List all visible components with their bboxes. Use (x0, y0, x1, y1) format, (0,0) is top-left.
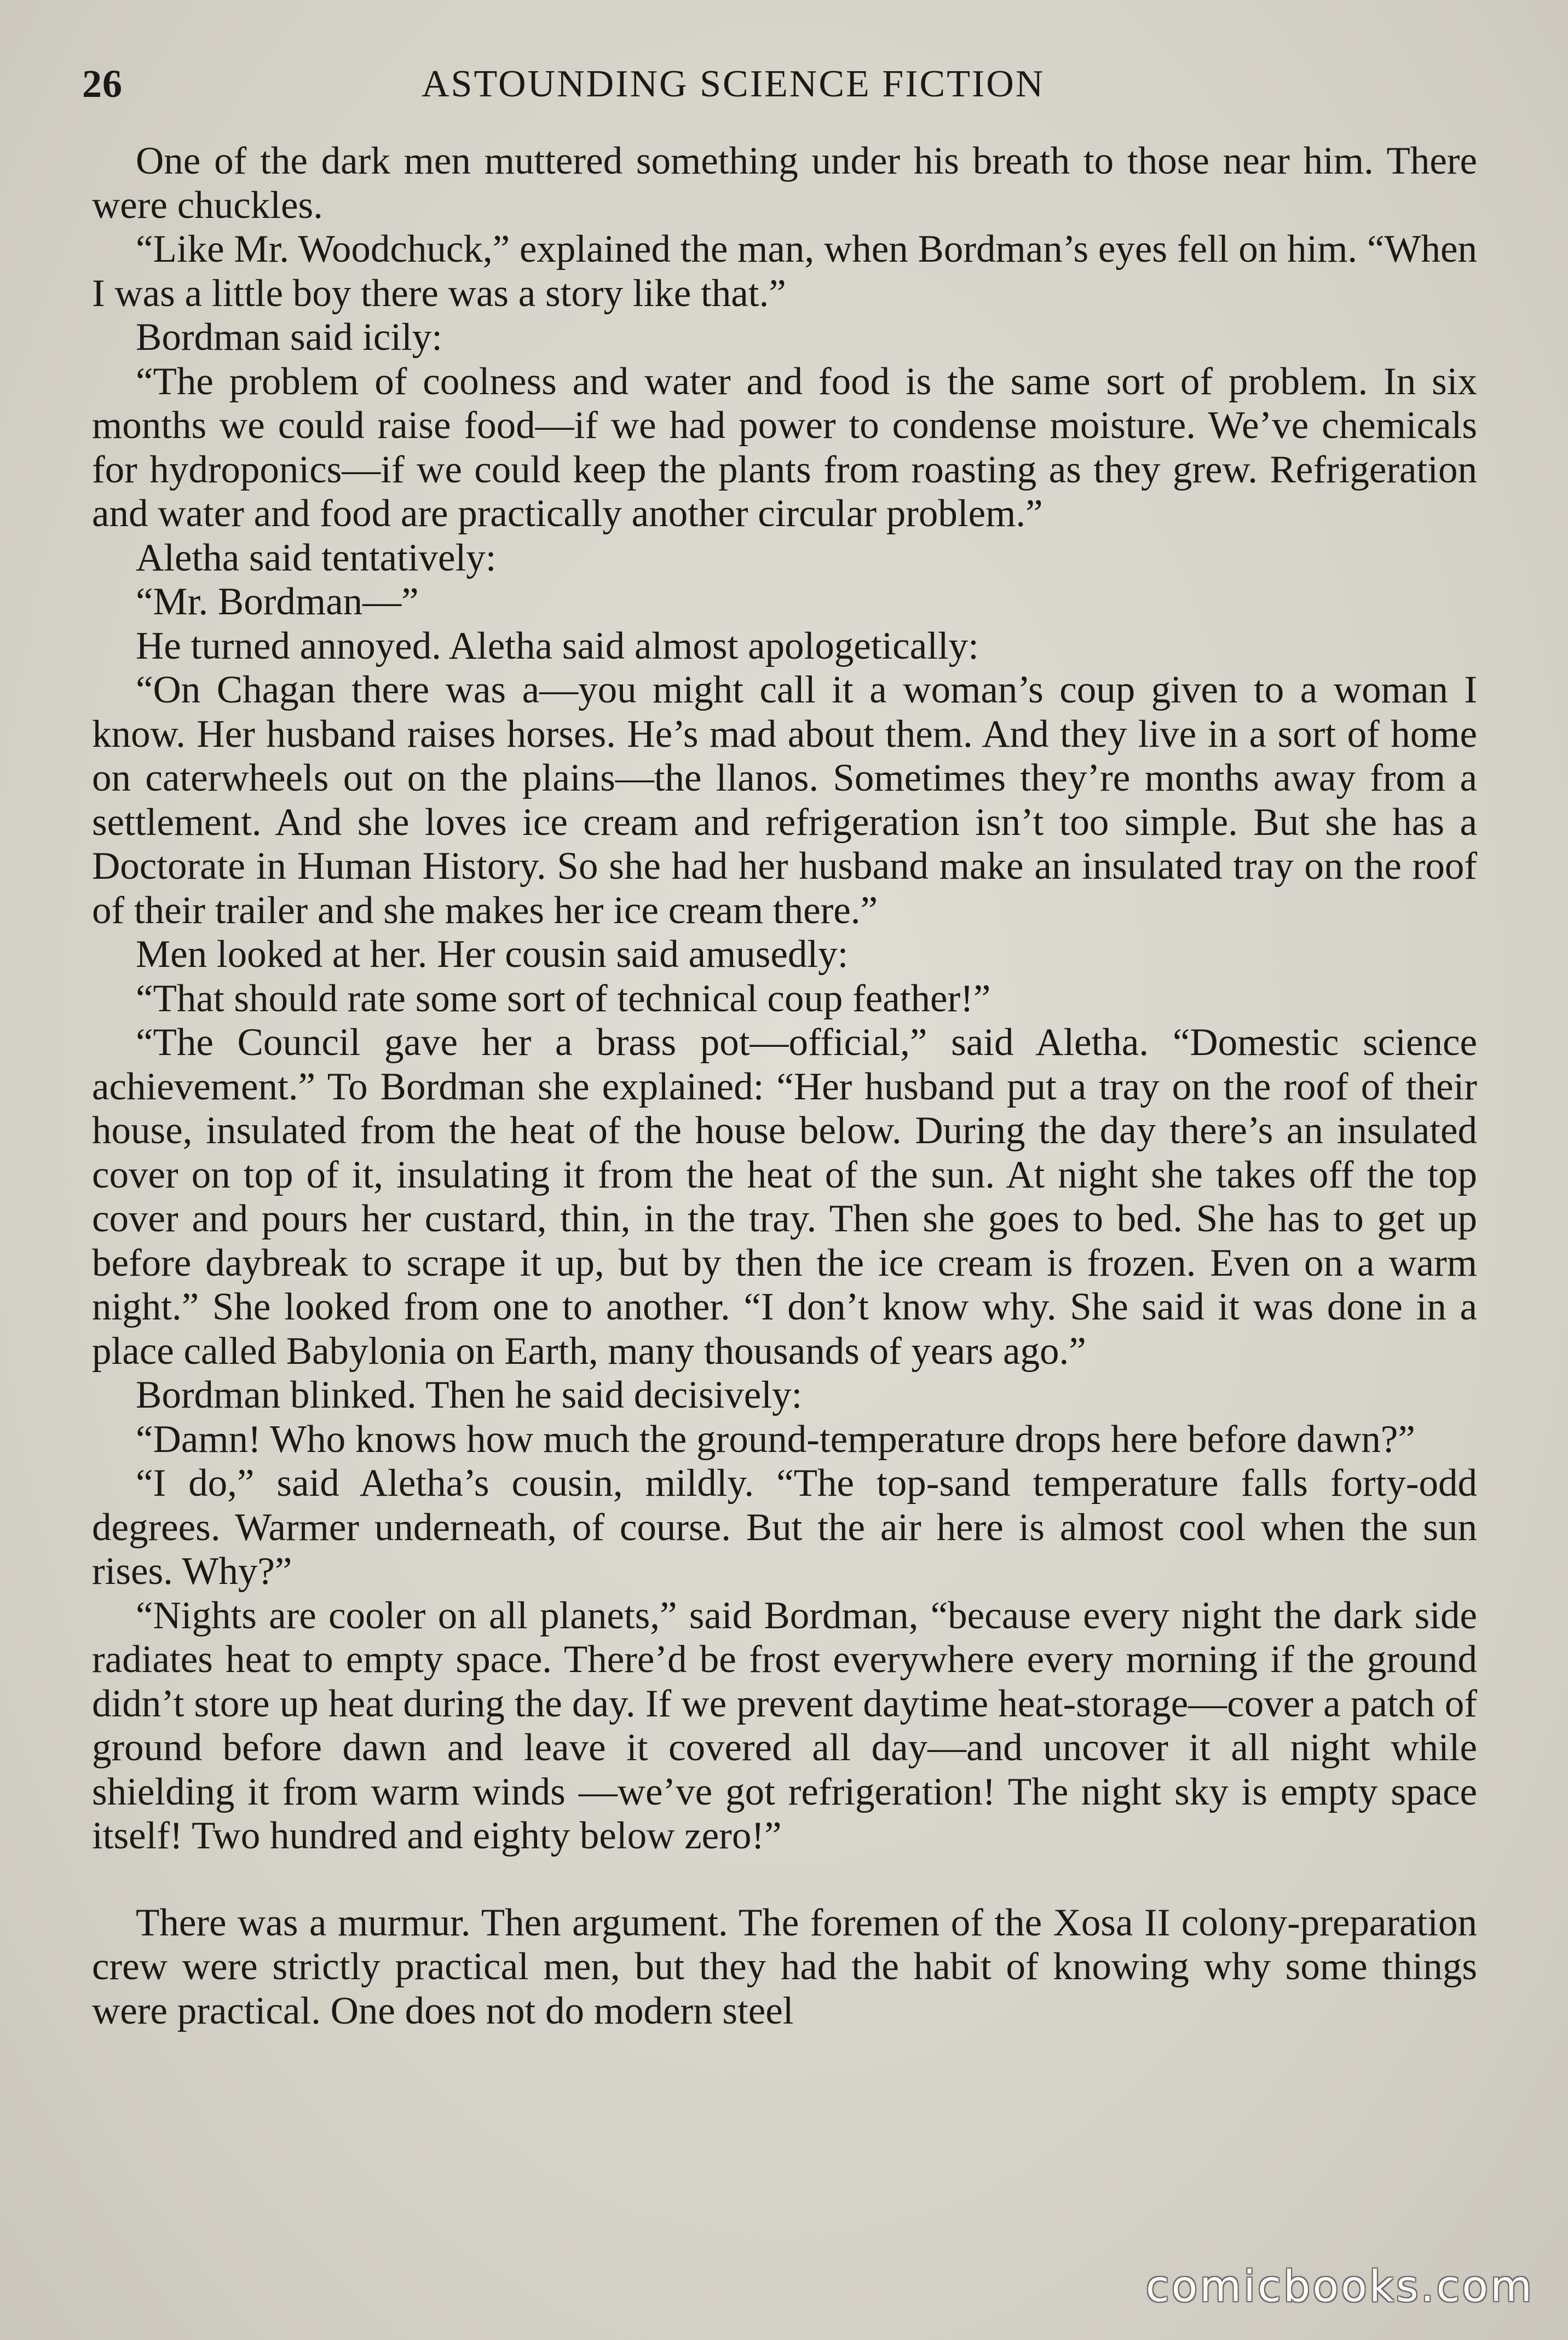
body-text (92, 139, 1477, 2033)
paragraph: “The problem of coolness and water and food is the same sort of problem. In six months we could raise food—if we had power to condense moisture. We’ve chemicals for hydroponics—if we could keep the plants from roasting as they grew. Refrigeration and water and food are practically another circular problem.” (92, 360, 1477, 535)
paragraph: Bordman said icily: (136, 316, 443, 359)
paragraph: “That should rate some sort of technical coup feather!” (136, 977, 991, 1020)
paragraph: “I do,” said Aletha’s cousin, mildly. “The top-sand temperature falls forty-odd degrees. Warmer underneath, of course. But the air here is almost cool when the sun rises. Why?” (92, 1462, 1477, 1593)
paragraph: “Like Mr. Woodchuck,” explained the man, when Bordman’s eyes fell on him. “When I was a little boy there was a story like that.” (92, 228, 1477, 315)
paragraph: Aletha said tentatively: (136, 536, 497, 579)
page-number: 26 (82, 62, 123, 106)
paragraph: “Damn! Who knows how much the ground-temperature drops here before dawn?” (136, 1417, 1415, 1461)
paragraph: One of the dark men muttered something under his breath to those near him. There were chuckles. (92, 140, 1477, 227)
paragraph: “The Council gave her a brass pot—official,” said Aletha. “Domestic science achievement.” To Bordman she explained: “Her husband put a tray on the roof of their house, insulated from the heat of the house below. During the day there’s an insulated cover on top of it, insulating it from the heat of the sun. At night she takes off the top cover and pours her custard, thin, in the tray. Then she goes to bed. She has to get up before daybreak to scrape it up, but by then the ice cream is frozen. Even on a warm night.” She looked from one to another. “I don’t know why. She said it was done in a place called Babylonia on Earth, many thousands of years ago.” (92, 1021, 1477, 1373)
paragraph: Men looked at her. Her cousin said amusedly: (136, 933, 849, 976)
watermark-logo: comicbooks.com (1145, 2262, 1534, 2312)
paragraph: “Mr. Bordman—” (136, 580, 419, 623)
paragraph: “On Chagan there was a—you might call it a woman’s coup given to a woman I know. Her husband raises horses. He’s mad about them. And they live in a sort of home on caterwheels out on the plains—the llanos. Sometimes they’re months away from a settlement. And she loves ice cream and refrigeration isn’t too simple. But she has a Doctorate in Human History. So she had her husband make an insulated tray on the roof of their trailer and she makes her ice cream there.” (92, 668, 1477, 932)
page-header (82, 61, 1489, 116)
running-head: ASTOUNDING SCIENCE FICTION (422, 63, 1045, 105)
paragraph: There was a murmur. Then argument. The foremen of the Xosa II colony-preparation crew were strictly practical men, but they had the habit of knowing why some things were practical. One does not do modern steel (92, 1901, 1477, 2032)
paragraph: Bordman blinked. Then he said decisively: (136, 1374, 803, 1416)
paragraph: “Nights are cooler on all planets,” said Bordman, “because every night the dark side radiates heat to empty space. There’d be frost everywhere every morning if the ground didn’t store up heat during the day. If we prevent daytime heat-storage—cover a patch of ground before dawn and leave it covered all day—and uncover it all night while shielding it from warm winds —we’ve got refrigeration! The night sky is empty space itself! Two hundred and eighty below zero!” (92, 1594, 1477, 1857)
paragraph: He turned annoyed. Aletha said almost apologetically: (136, 624, 979, 667)
